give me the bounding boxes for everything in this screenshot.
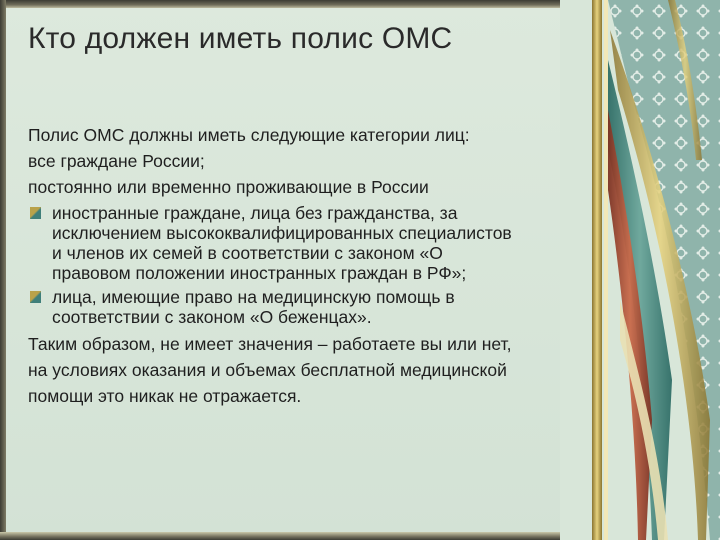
bullet-item (28, 287, 598, 327)
square-bullet-icon (30, 207, 41, 219)
bullet-line: правовом положении иностранных граждан в РФ»; (52, 263, 467, 283)
body-line: все граждане России; (28, 151, 205, 171)
bullet-line: и членов их семей в соответствии с законом «О (52, 243, 443, 263)
slide-title: Кто должен иметь полис ОМС (28, 22, 453, 55)
body-line: постоянно или временно проживающие в России (28, 177, 429, 197)
bullet-line: иностранные граждане, лица без гражданства, за (52, 203, 458, 223)
body-line: Таким образом, не имеет значения – работаете вы или нет, (28, 334, 512, 354)
body-line: Полис ОМС должны иметь следующие категории лиц: (28, 125, 470, 145)
slide-left-border (0, 0, 6, 540)
slide-body (28, 122, 598, 409)
body-line: на условиях оказания и объемах бесплатной медицинской (28, 360, 507, 380)
bullet-line: лица, имеющие право на медицинскую помощь в (52, 287, 455, 307)
bullet-line: соответствии с законом «О беженцах». (52, 307, 372, 327)
bullet-line: исключением высококвалифицированных специалистов (52, 223, 512, 243)
body-line: помощи это никак не отражается. (28, 386, 302, 406)
bullet-item (28, 203, 598, 283)
square-bullet-icon (30, 291, 41, 303)
